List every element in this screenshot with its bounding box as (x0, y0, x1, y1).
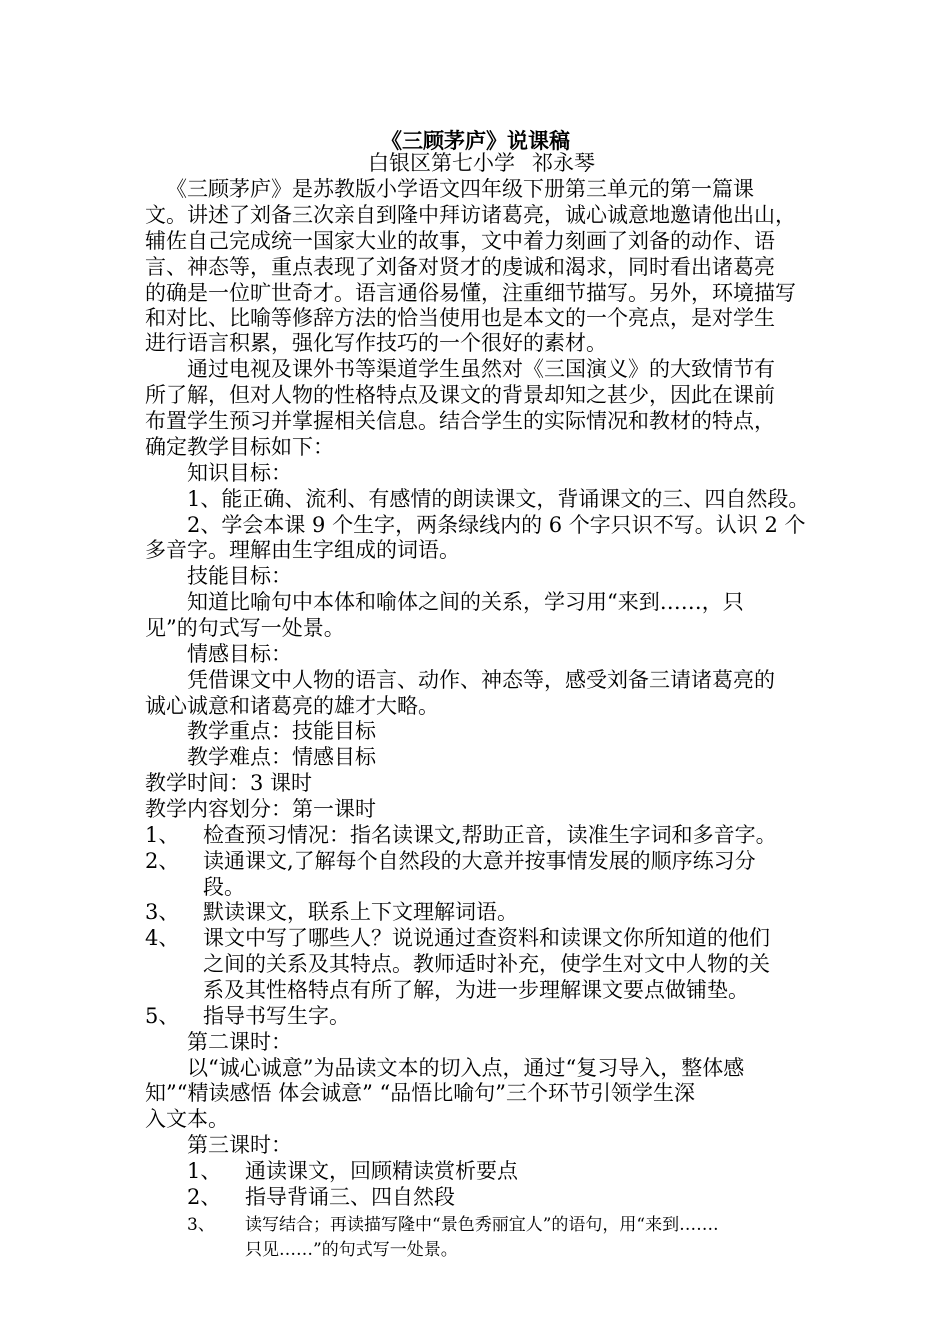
lesson2-text-cont: 入文本。 (145, 1107, 229, 1131)
difficulty: 教学难点：情感目标 (187, 745, 376, 769)
emotion-text: 凭借课文中人物的语言、动作、神态等，感受刘备三请诸葛亮的 (187, 668, 775, 692)
list-item: 默读课文，联系上下文理解词语。 (203, 900, 518, 924)
knowledge-item-2: 2、学会本课 9 个生字，两条绿线内的 6 个字只识不写。认识 2 个 (187, 513, 806, 537)
list-item-number: 2、 (145, 849, 180, 873)
list-item: 读写结合；再读描写隆中“景色秀丽宜人”的语句，用“来到……. (245, 1215, 719, 1235)
paragraph-line: 确定教学目标如下： (145, 435, 334, 459)
lesson2-heading: 第二课时： (187, 1030, 292, 1054)
emotion-text-cont: 诚心诚意和诸葛亮的雄才大略。 (145, 694, 439, 718)
paragraph-line: 《三顾茅庐》是苏教版小学语文四年级下册第三单元的第一篇课 (166, 177, 754, 201)
lesson2-text: 以“诚心诚意”为品读文本的切入点，通过“复习导入，整体感 (187, 1056, 745, 1080)
paragraph-line: 的确是一位旷世奇才。语言通俗易懂，注重细节描写。另外，环境描写 (145, 281, 796, 305)
paragraph-line: 辅佐自己完成统一国家大业的故事，文中着力刻画了刘备的动作、语 (145, 229, 775, 253)
key-point: 教学重点：技能目标 (187, 719, 376, 743)
byline-school: 白银区第七小学 (368, 151, 515, 175)
lesson2-text-cont: 知”“精读感悟 体会诚意” “品悟比喻句”三个环节引领学生深 (145, 1081, 696, 1105)
teaching-time: 教学时间：3 课时 (145, 771, 313, 795)
paragraph-line: 文。讲述了刘备三次亲自到隆中拜访诸葛亮，诚心诚意地邀请他出山， (145, 203, 796, 227)
list-item-number: 3、 (145, 900, 180, 924)
paragraph-line: 言、神态等，重点表现了刘备对贤才的虔诚和渴求，同时看出诸葛亮 (145, 255, 775, 279)
list-item-number: 3、 (187, 1215, 215, 1235)
paragraph-line: 布置学生预习并掌握相关信息。结合学生的实际情况和教材的特点， (145, 409, 775, 433)
document-title: 《三顾茅庐》说课稿 (381, 128, 570, 153)
list-item: 通读课文，回顾精读赏析要点 (245, 1159, 518, 1183)
list-item: 读通课文,了解每个自然段的大意并按事情发展的顺序练习分 (203, 849, 756, 873)
paragraph-line: 通过电视及课外书等渠道学生虽然对《三国演义》的大致情节有 (187, 357, 775, 381)
list-item-cont: 之间的关系及其特点。教师适时补充，使学生对文中人物的关 (203, 952, 770, 976)
paragraph-line: 和对比、比喻等修辞方法的恰当使用也是本文的一个亮点，是对学生 (145, 306, 775, 330)
list-item-number: 5、 (145, 1004, 180, 1028)
list-item-cont: 系及其性格特点有所了解，为进一步理解课文要点做铺垫。 (203, 978, 749, 1002)
list-item-number: 1、 (145, 823, 180, 847)
paragraph-line: 所了解，但对人物的性格特点及课文的背景却知之甚少，因此在课前 (145, 383, 775, 407)
list-item-number: 2、 (187, 1185, 222, 1209)
paragraph-line: 进行语言积累，强化写作技巧的一个很好的素材。 (145, 331, 607, 355)
skill-heading: 技能目标： (187, 564, 292, 588)
knowledge-heading: 知识目标： (187, 461, 292, 485)
list-item: 检查预习情况：指名读课文,帮助正音，读准生字词和多音字。 (203, 823, 777, 847)
list-item: 课文中写了哪些人？说说通过查资料和读课文你所知道的他们 (203, 926, 770, 950)
list-item: 指导书写生字。 (203, 1004, 350, 1028)
emotion-heading: 情感目标： (187, 642, 292, 666)
list-item-number: 4、 (145, 926, 180, 950)
skill-text-cont: 见”的句式写一处景。 (145, 616, 345, 640)
knowledge-item-1: 1、能正确、流利、有感情的朗读课文，背诵课文的三、四自然段。 (187, 487, 810, 511)
list-item: 指导背诵三、四自然段 (245, 1185, 455, 1209)
list-item-number: 1、 (187, 1159, 222, 1183)
lesson3-heading: 第三课时： (187, 1133, 292, 1157)
byline-author: 祁永琴 (532, 151, 595, 175)
list-item-cont: 段。 (203, 875, 245, 899)
list-item-cont: 只见……”的句式写一处景。 (245, 1240, 458, 1260)
skill-text: 知道比喻句中本体和喻体之间的关系，学习用“来到……，只 (187, 590, 744, 614)
knowledge-item-2-cont: 多音字。理解由生字组成的词语。 (145, 538, 460, 562)
content-division: 教学内容划分：第一课时 (145, 797, 376, 821)
